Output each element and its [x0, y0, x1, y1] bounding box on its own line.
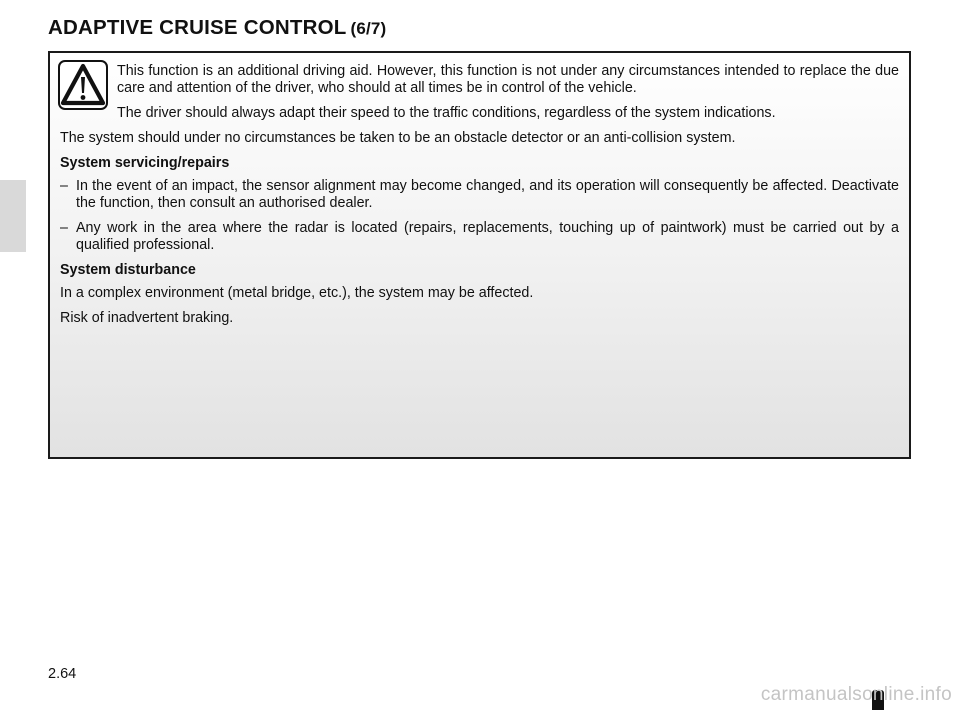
page-title — [48, 16, 386, 40]
warning-speed-paragraph: The driver should always adapt their speed to the traffic conditions, regardless of the system indications. — [117, 105, 776, 121]
warning-text — [60, 63, 899, 335]
braking-risk-text: Risk of inadvertent braking. — [60, 310, 234, 326]
list-item-text: In the event of an impact, the sensor alignment may become changed, and its operation will consequently be affected. Deactivate the function, then consult an authorised dealer. — [76, 178, 899, 211]
warning-box — [48, 51, 911, 459]
bullet-dash: – — [60, 178, 68, 194]
bullet-dash: – — [60, 220, 68, 236]
page-number: 2.64 — [48, 666, 77, 682]
section-tab-marker — [0, 180, 26, 252]
warning-statement: The system should under no circumstances be taken to be an obstacle detector or an anti-collision system. — [60, 130, 736, 146]
list-item — [60, 220, 899, 254]
disturbance-text: In a complex environment (metal bridge, etc.), the system may be affected. — [60, 285, 534, 301]
watermark: carmanualsonline.info — [760, 684, 952, 705]
disturbance-heading: System disturbance — [60, 262, 196, 278]
list-item-text: Any work in the area where the radar is located (repairs, replacements, touching up of paintwork) must be carried out by a qualified professional. — [76, 220, 899, 253]
page-title-part: (6/7) — [350, 19, 387, 38]
list-item — [60, 178, 899, 212]
warning-intro-paragraph: This function is an additional driving aid. However, this function is not under any circumstances intended to replace the due care and attention of the driver, who should at all times be in control of the vehicle. — [117, 63, 899, 96]
servicing-heading: System servicing/repairs — [60, 155, 230, 171]
page-title-main: ADAPTIVE CRUISE CONTROL — [48, 16, 347, 39]
